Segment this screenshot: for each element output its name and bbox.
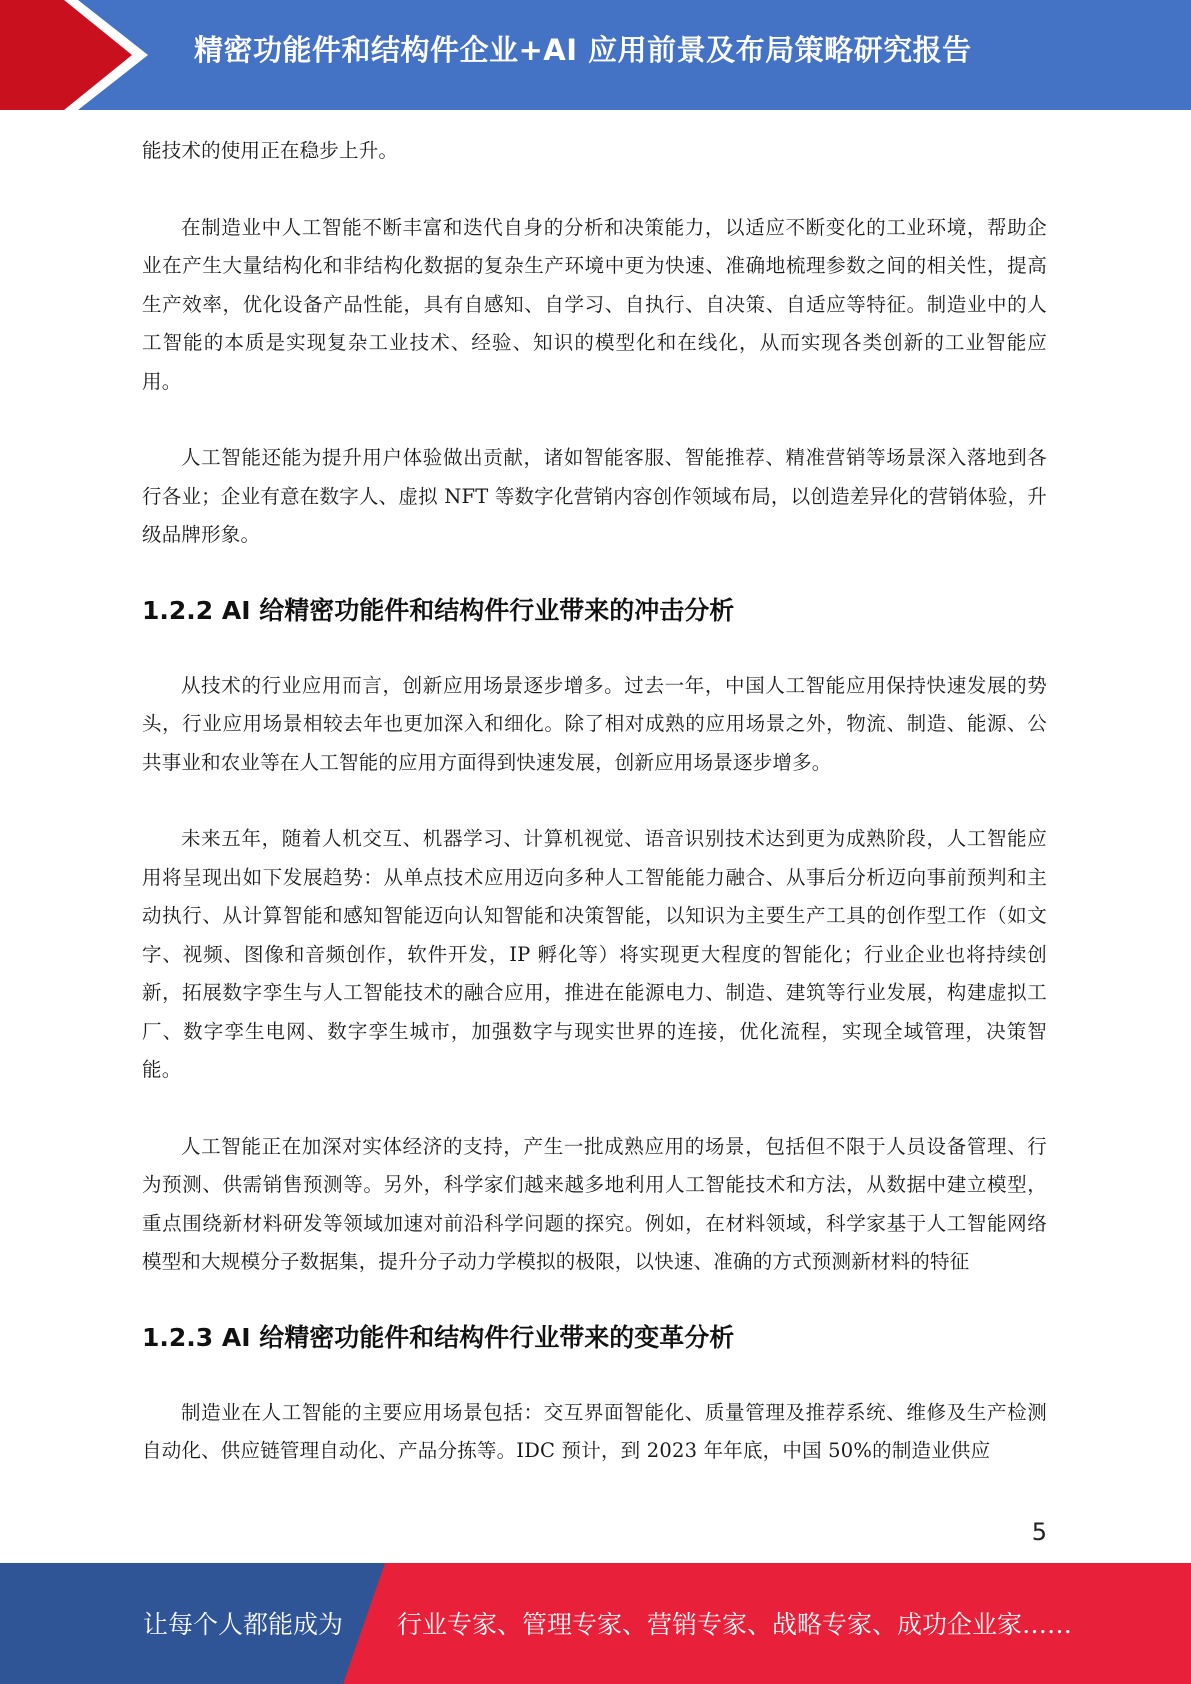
paragraph: 人工智能正在加深对实体经济的支持，产生一批成熟应用的场景，包括但不限于人员设备管理、行为预测、供需销售预测等。另外，科学家们越来越多地利用人工智能技术和方法，从数据中建立模型，重点围绕新材料研发等领域加速对前沿科学问题的探究。例如，在材料领域，科学家基于人工智能网络模型和大规模分子数据集，提升分子动力学模拟的极限，以快速、准确的方式预测新材料的特征 [142,1134,1047,1273]
document-body [142,132,1047,1509]
paragraph-continuation: 能技术的使用正在稳步上升。 [142,139,399,162]
paragraph: 人工智能还能为提升用户体验做出贡献，诸如智能客服、智能推荐、精准营销等场景深入落地到各行各业；企业有意在数字人、虚拟 NFT 等数字化营销内容创作领域布局，以创造差异化的营销体验，升级品牌形象。 [142,446,1047,546]
footer-slogan-left: 让每个人都能成为 [143,1610,344,1639]
section-heading-1-2-3: 1.2.3 AI 给精密功能件和结构件行业带来的变革分析 [142,1322,735,1352]
page-number: 5 [1031,1518,1047,1546]
paragraph: 从技术的行业应用而言，创新应用场景逐步增多。过去一年，中国人工智能应用保持快速发展的势头，行业应用场景相较去年也更加深入和细化。除了相对成熟的应用场景之外，物流、制造、能源、公共事业和农业等在人工智能的应用方面得到快速发展，创新应用场景逐步增多。 [142,673,1047,774]
paragraph: 未来五年，随着人机交互、机器学习、计算机视觉、语音识别技术达到更为成熟阶段，人工智能应用将呈现出如下发展趋势：从单点技术应用迈向多种人工智能能力融合、从事后分析迈向事前预判和主动执行、从计算智能和感知智能迈向认知智能和决策智能，以知识为主要生产工具的创作型工作（如文字、视频、图像和音频创作，软件开发，IP 孵化等）将实现更大程度的智能化；行业企业也将持续创新，拓展数字孪生与人工智能技术的融合应用，推进在能源电力、制造、建筑等行业发展，构建虚拟工厂、数字孪生电网、数字孪生城市，加强数字与现实世界的连接，优化流程，实现全域管理，决策智能。 [142,827,1047,1081]
paragraph: 在制造业中人工智能不断丰富和迭代自身的分析和决策能力，以适应不断变化的工业环境，帮助企业在产生大量结构化和非结构化数据的复杂生产环境中更为快速、准确地梳理参数之间的相关性，提高生产效率，优化设备产品性能，具有自感知、自学习、自执行、自决策、自适应等特征。制造业中的人工智能的本质是实现复杂工业技术、经验、知识的模型化和在线化，从而实现各类创新的工业智能应用。 [142,215,1047,393]
page-footer [0,1563,1191,1684]
footer-slogan-right: 行业专家、管理专家、营销专家、战略专家、成功企业家…… [397,1610,1073,1639]
paragraph: 制造业在人工智能的主要应用场景包括：交互界面智能化、质量管理及推荐系统、维修及生产检测自动化、供应链管理自动化、产品分拣等。IDC 预计，到 2023 年年底，中国 50%的制造业供应 [142,1400,1047,1462]
page-header [0,0,1191,110]
header-title: 精密功能件和结构件企业+AI 应用前景及布局策略研究报告 [194,33,972,67]
section-heading-1-2-2: 1.2.2 AI 给精密功能件和结构件行业带来的冲击分析 [142,595,735,625]
